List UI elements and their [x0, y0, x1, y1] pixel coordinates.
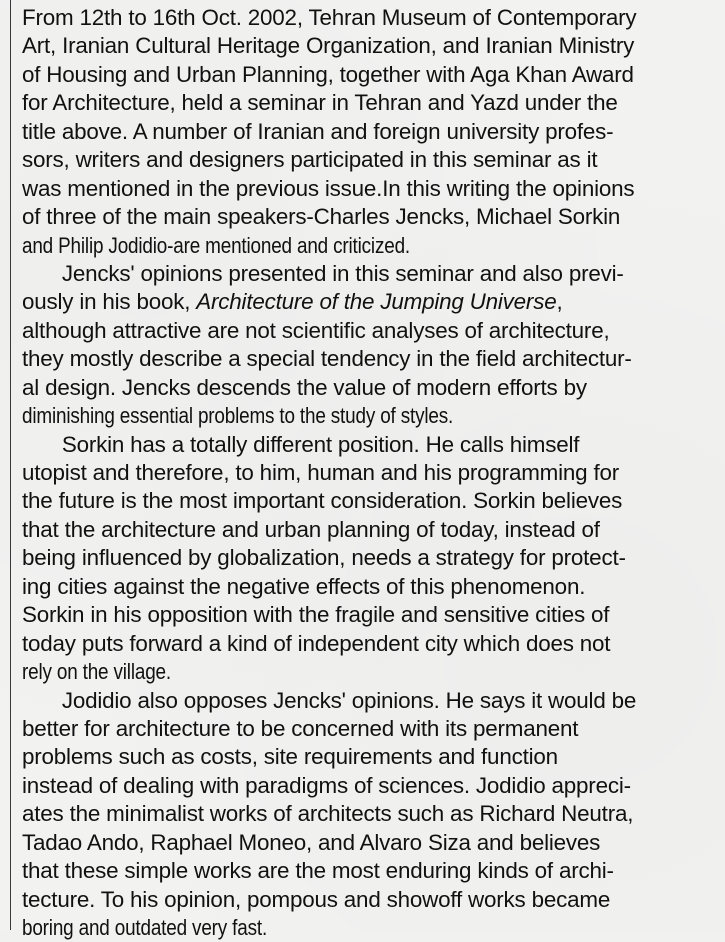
- text-line: tecture. To his opinion, pompous and showoff works became: [22, 886, 722, 914]
- text-run: ously in his book,: [22, 289, 196, 314]
- text-line: Tadao Ando, Raphael Moneo, and Alvaro Siza and believes: [22, 829, 722, 857]
- text-line: From 12th to 16th Oct. 2002, Tehran Museum of Contemporary: [22, 4, 722, 32]
- text-line: today puts forward a kind of independent city which does not: [22, 630, 722, 658]
- text-line: of three of the main speakers-Charles Jencks, Michael Sorkin: [22, 203, 722, 231]
- paragraph-intro: [22, 4, 725, 260]
- text-line: boring and outdated very fast.: [22, 914, 613, 942]
- text-line: ates the minimalist works of architects such as Richard Neutra,: [22, 800, 722, 828]
- text-line: utopist and therefore, to him, human and his programming for: [22, 459, 722, 487]
- text-line: that the architecture and urban planning of today, instead of: [22, 516, 722, 544]
- text-line: Jodidio also opposes Jencks' opinions. He says it would be: [22, 687, 722, 715]
- text-line: was mentioned in the previous issue.In this writing the opinions: [22, 175, 722, 203]
- text-line: problems such as costs, site requirements and function: [22, 743, 722, 771]
- paragraph-jencks: [22, 260, 725, 431]
- text-line: for Architecture, held a seminar in Tehran and Yazd under the: [22, 89, 722, 117]
- text-run: ,: [556, 289, 562, 314]
- text-line: rely on the village.: [22, 658, 613, 686]
- text-line: instead of dealing with paradigms of sciences. Jodidio appreci-: [22, 772, 722, 800]
- text-line: Art, Iranian Cultural Heritage Organization, and Iranian Ministry: [22, 32, 722, 60]
- paragraph-jodidio: [22, 687, 725, 942]
- text-line: of Housing and Urban Planning, together with Aga Khan Award: [22, 61, 722, 89]
- paragraph-sorkin: [22, 431, 725, 687]
- text-line: Sorkin has a totally different position. He calls himself: [22, 431, 722, 459]
- book-title: Architecture of the Jumping Universe: [196, 289, 556, 314]
- text-column: [22, 4, 725, 942]
- text-line: Jencks' opinions presented in this seminar and also previ-: [22, 260, 722, 288]
- text-line: al design. Jencks descends the value of modern efforts by: [22, 374, 722, 402]
- text-line: ing cities against the negative effects of this phenomenon.: [22, 573, 722, 601]
- text-line: and Philip Jodidio-are mentioned and criticized.: [22, 232, 613, 260]
- text-line: they mostly describe a special tendency in the field architectur-: [22, 345, 722, 373]
- text-line: Sorkin in his opposition with the fragile and sensitive cities of: [22, 601, 722, 629]
- text-line: although attractive are not scientific analyses of architecture,: [22, 317, 722, 345]
- text-line: the future is the most important consideration. Sorkin believes: [22, 487, 722, 515]
- text-line: title above. A number of Iranian and foreign university profes-: [22, 118, 722, 146]
- text-line: that these simple works are the most enduring kinds of archi-: [22, 857, 722, 885]
- text-line: being influenced by globalization, needs a strategy for protect-: [22, 544, 722, 572]
- text-line: diminishing essential problems to the study of styles.: [22, 402, 613, 430]
- text-line-with-book-title: [22, 288, 722, 316]
- column-rule: [10, 0, 11, 930]
- text-line: better for architecture to be concerned with its permanent: [22, 715, 722, 743]
- text-line: sors, writers and designers participated in this seminar as it: [22, 146, 722, 174]
